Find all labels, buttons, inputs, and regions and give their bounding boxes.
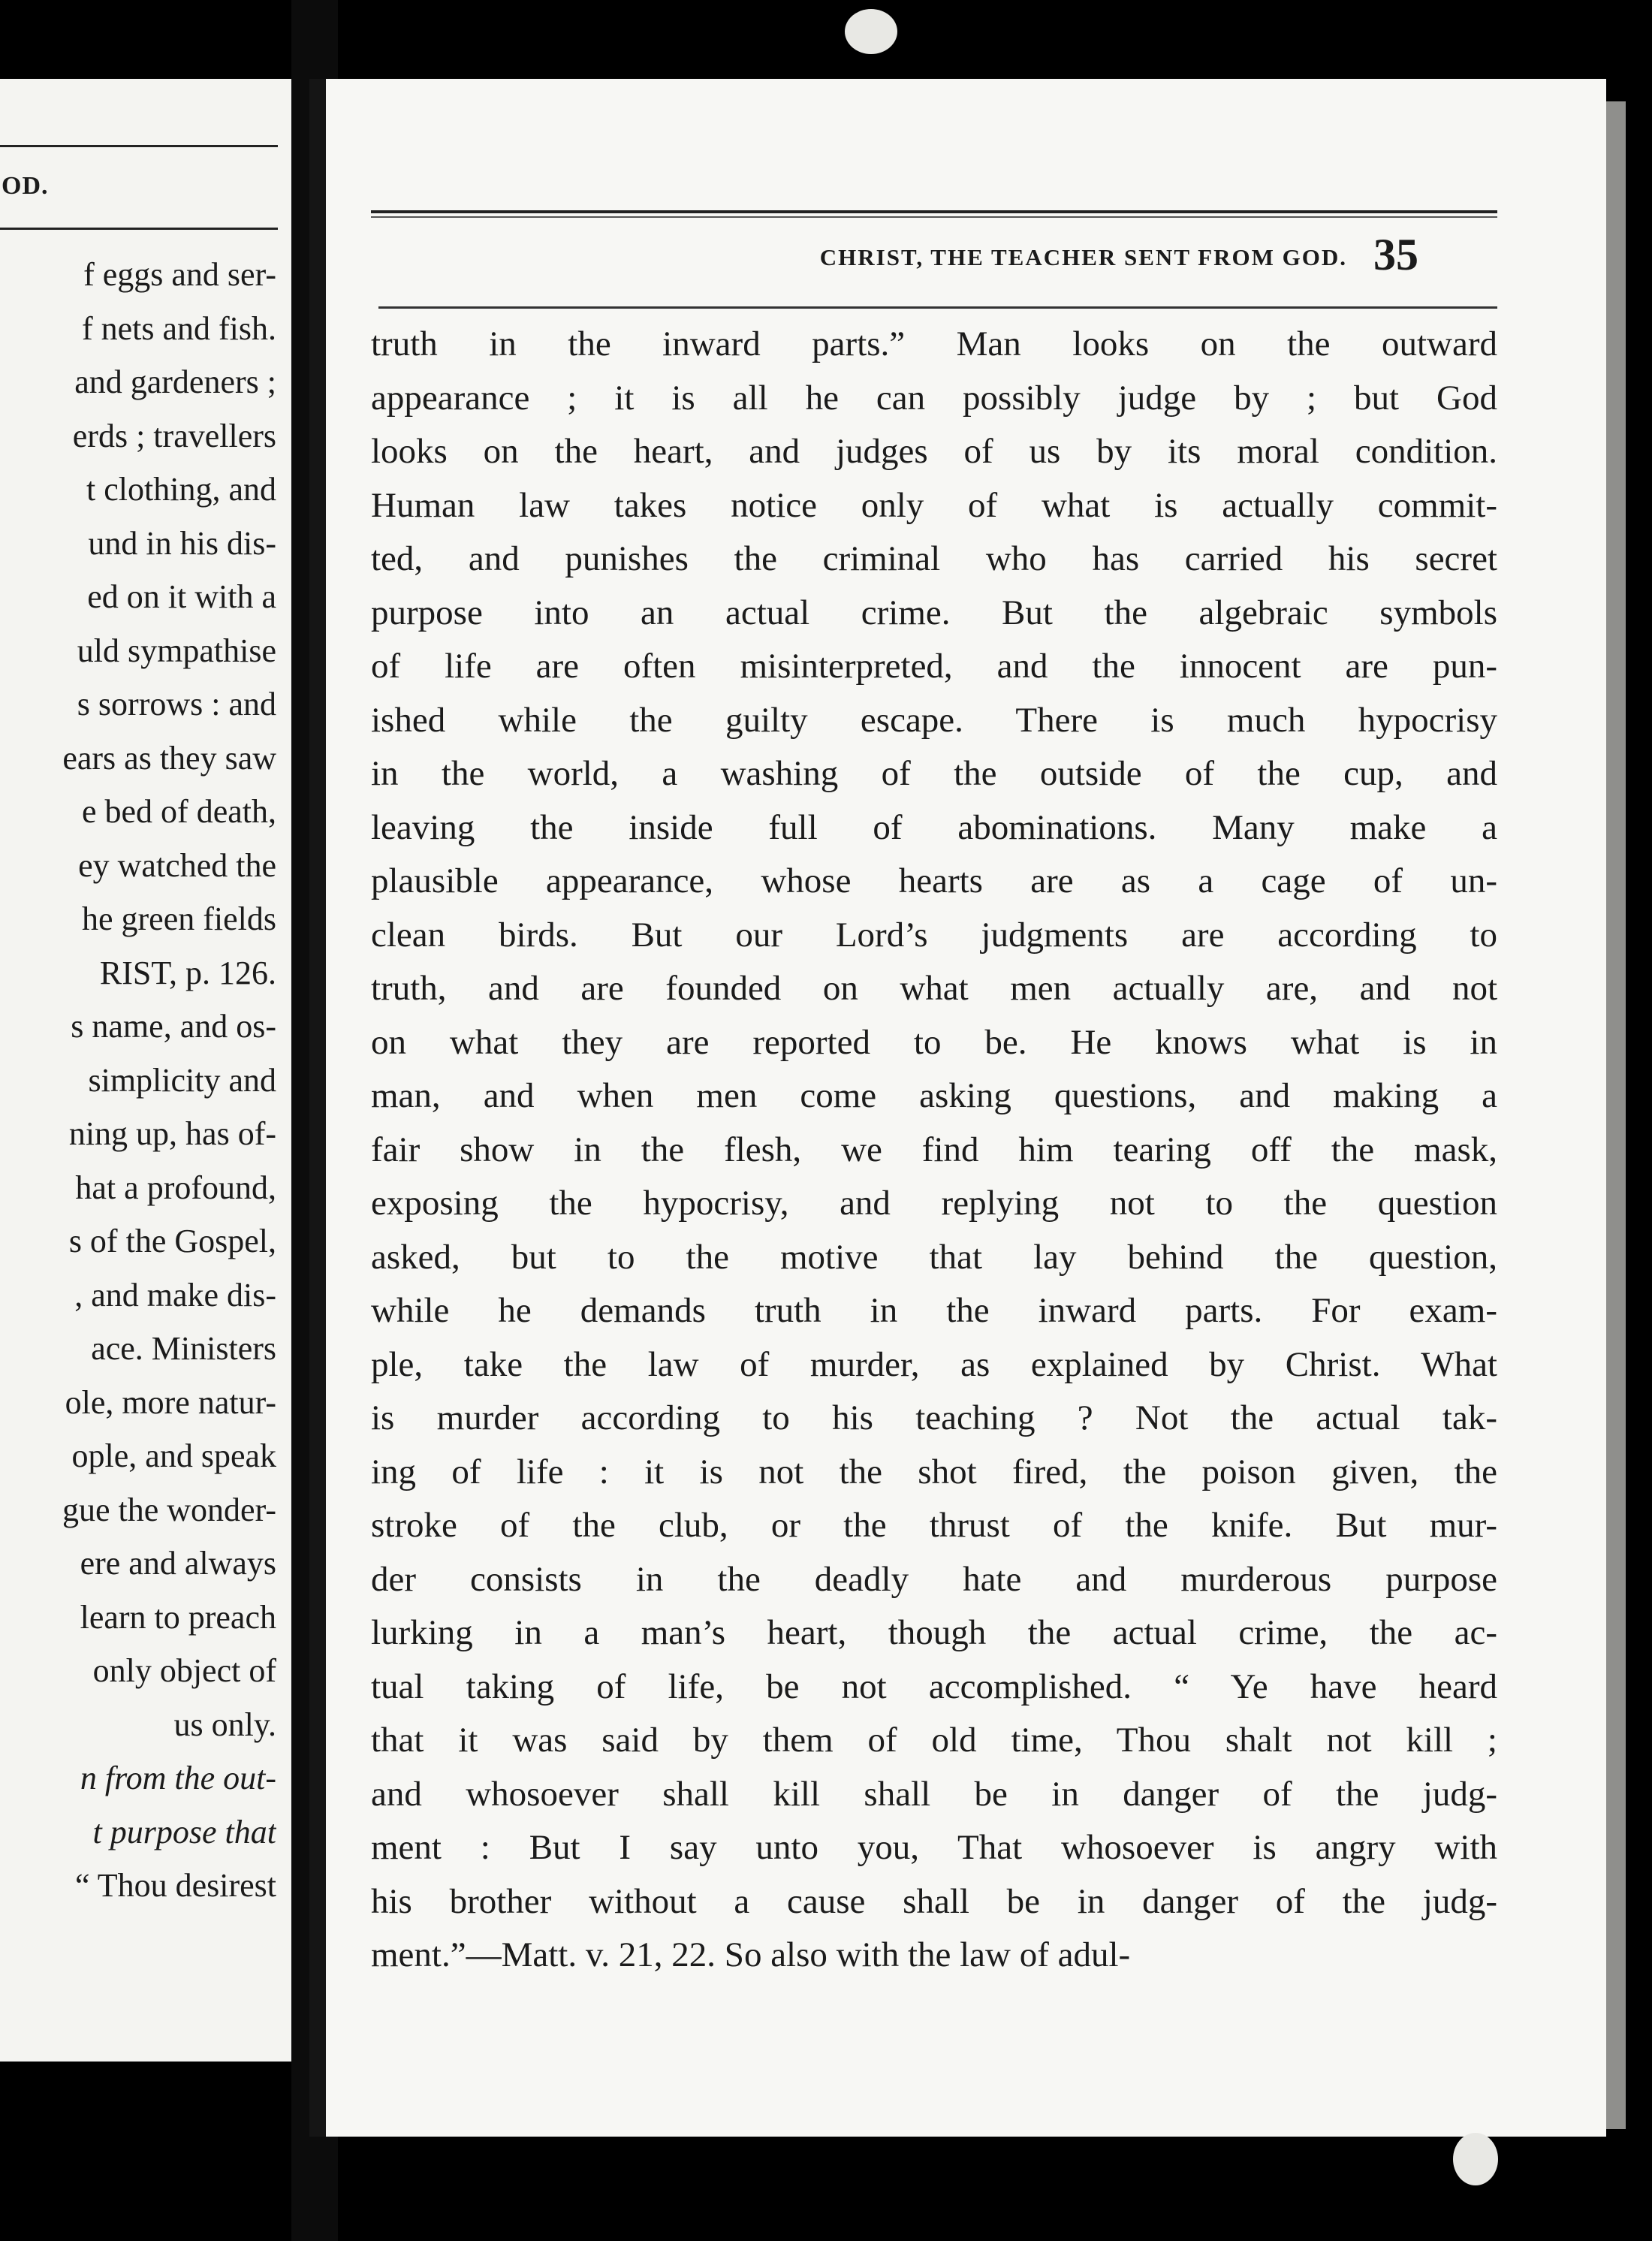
body-text-line: leaving the inside full of abominations. Many make a [371,807,1497,847]
page-35 [309,79,1606,2137]
paper-blemish [1453,2133,1498,2185]
left-text-line: ears as they saw [62,739,276,777]
left-text-line: ere and always [80,1545,276,1582]
left-text-line: und in his dis- [88,524,276,562]
left-text-line: ning up, has of- [68,1115,276,1152]
body-text-line: in the world, a washing of the outside of the cup, and [371,754,1497,793]
top-rule-thin [371,216,1497,218]
left-text-line: “ Thou desirest [74,1867,276,1904]
body-text-line: ple, take the law of murder, as explained by Christ. What [371,1344,1497,1384]
body-text-line: on what they are reported to be. He knows what is in [371,1022,1497,1062]
left-text-line: , and make dis- [74,1276,276,1314]
running-head: CHRIST, THE TEACHER SENT FROM GOD. [819,244,1347,270]
left-text-line: s name, and os- [71,1008,276,1045]
body-text-line: ment.”—Matt. v. 21, 22. So also with the law of adul- [371,1935,1131,1974]
body-text-line: that it was said by them of old time, Thou shalt not kill ; [371,1721,1497,1760]
left-text-line: s of the Gospel, [68,1223,276,1259]
left-text-line: ole, more natur- [65,1383,276,1421]
left-text-line: t purpose that [92,1813,276,1850]
left-text-line: us only. [173,1706,276,1743]
left-text-line: gue the wonder- [62,1491,276,1528]
previous-page-fragment [0,79,291,2062]
left-top-rule [0,145,278,147]
left-page-text [0,248,276,1913]
body-text-line: der consists in the deadly hate and murderous purpose [371,1559,1497,1599]
left-head-rule [0,228,278,230]
body-text-line: Human law takes notice only of what is actually commit- [371,485,1497,525]
left-text-line: RIST, p. 126. [99,954,276,991]
top-rule [371,210,1497,213]
left-text-line: s sorrows : and [77,686,276,722]
left-text-line: uld sympathise [77,632,276,669]
body-text-line: ted, and punishes the criminal who has carried his secret [371,539,1497,578]
left-text-line: ed on it with a [87,578,276,615]
left-text-line: erds ; travellers [72,417,276,454]
left-text-line: ace. Ministers [91,1330,276,1367]
left-text-line: ey watched the [78,846,276,884]
body-text-line: ing of life : it is not the shot fired, the poison given, the [371,1452,1497,1491]
left-text-line: simplicity and [88,1061,276,1099]
body-text-line: and whosoever shall kill shall be in danger of the judg- [371,1774,1497,1814]
body-text-line: his brother without a cause shall be in danger of the judg- [371,1881,1497,1921]
page-number: 35 [1373,230,1418,279]
left-text-line: f nets and fish. [81,309,276,347]
body-text-line: stroke of the club, or the thrust of the knife. But mur- [371,1506,1497,1545]
page-edge-shadow [1606,101,1626,2129]
left-text-line: he green fields [82,900,276,937]
left-text-line: ople, and speak [71,1437,276,1474]
body-text [371,318,1497,1983]
left-text-line: only object of [92,1652,276,1689]
body-text-line: looks on the heart, and judges of us by its moral condition. [371,432,1497,471]
body-text-line: asked, but to the motive that lay behind the question, [371,1237,1497,1277]
left-text-line: f eggs and ser- [83,256,276,293]
body-text-line: lurking in a man’s heart, though the actual crime, the ac- [371,1613,1497,1652]
body-text-line: of life are often misinterpreted, and the innocent are pun- [371,647,1497,686]
left-text-line: learn to preach [80,1598,276,1636]
left-text-line: t clothing, and [86,471,276,508]
body-text-line: plausible appearance, whose hearts are as a cage of un- [371,861,1497,900]
body-text-line: fair show in the flesh, we find him tearing off the mask, [371,1130,1497,1169]
body-text-line: truth, and are founded on what men actually are, and not [371,969,1497,1008]
left-text-line: e bed of death, [82,793,276,830]
left-text-line: n from the out- [80,1760,276,1796]
body-text-line: man, and when men come asking questions, and making a [371,1076,1497,1115]
body-text-line: exposing the hypocrisy, and replying not to the question [371,1184,1497,1223]
body-text-line: appearance ; it is all he can possibly judge by ; but God [371,378,1497,418]
body-text-line: while he demands truth in the inward parts. For exam- [371,1291,1497,1330]
paper-blemish [845,9,897,54]
body-text-line: is murder according to his teaching ? Not the actual tak- [371,1398,1497,1437]
body-text-line: clean birds. But our Lord’s judgments are according to [371,915,1497,955]
body-text-line: purpose into an actual crime. But the algebraic symbols [371,593,1497,632]
header-rule [378,306,1497,309]
body-text-line: truth in the inward parts.” Man looks on the outward [371,324,1497,363]
body-text-line: ished while the guilty escape. There is much hypocrisy [371,700,1497,740]
left-text-line: hat a profound, [75,1169,276,1206]
left-running-head: OD. [2,172,49,200]
body-text-line: tual taking of life, be not accomplished. “ Ye have heard [371,1666,1497,1706]
body-text-line: ment : But I say unto you, That whosoever is angry with [371,1828,1497,1867]
left-text-line: and gardeners ; [74,363,276,400]
